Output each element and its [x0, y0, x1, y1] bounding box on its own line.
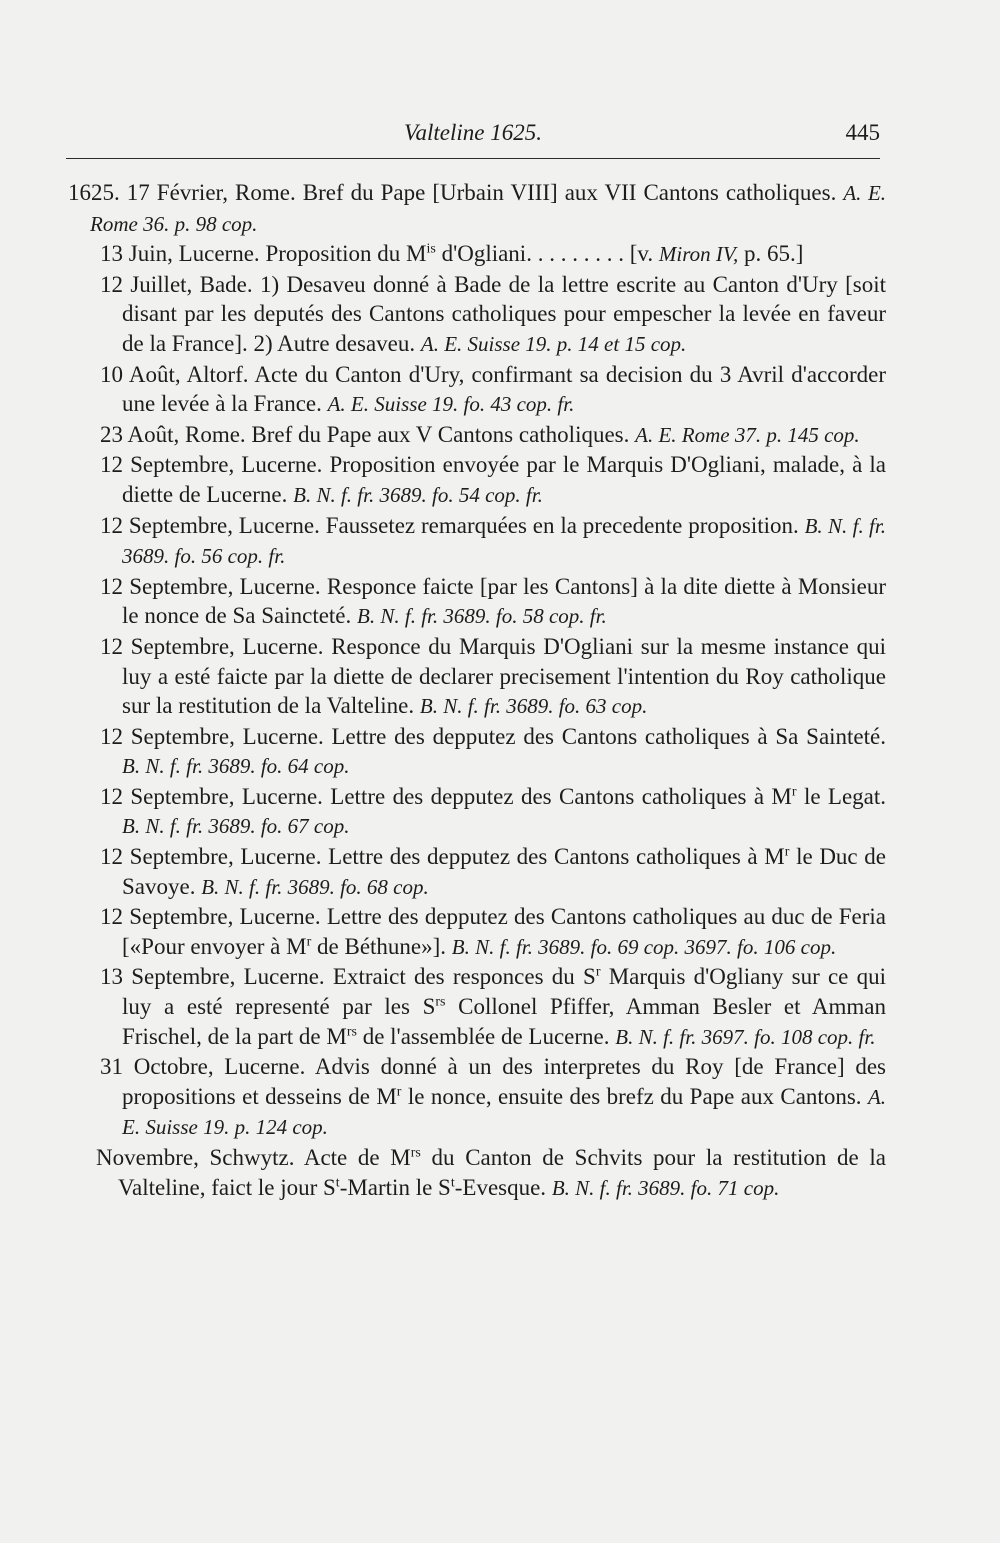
list-item — [68, 178, 886, 239]
entry-text: Lettre des depputez des Cantons catholiques au duc de Feria [«Pour envoyer à M — [122, 904, 887, 959]
superscript: r — [306, 934, 312, 950]
superscript: r — [396, 1084, 402, 1100]
entry-ref: A. E. Rome 36. p. 98 cop. — [90, 181, 887, 236]
superscript: r — [791, 784, 797, 800]
entry-text: d'Ogliani. . . . . . . . . [v. — [441, 241, 654, 267]
entry-head: 12 Juillet, Bade. — [100, 271, 253, 297]
entry-head: 17 Février, Rome. — [126, 180, 296, 205]
entry-text: Responce du Marquis D'Ogliani sur la mesme instance qui luy a esté faicte par la diette de declarer precisement l'intention du Roy catholique sur la restitution de la Valteline. — [122, 633, 887, 719]
entry-ref: B. N. f. fr. 3689. fo. 63 cop. — [419, 694, 648, 719]
entry-year: 1625. — [68, 180, 120, 205]
entry-ref: A. E. Suisse 19. p. 124 cop. — [122, 1084, 887, 1140]
entry-text: Responce faicte [par les Cantons] à la dite diette à Monsieur le nonce de Sa Sainctеté. — [122, 573, 887, 629]
list-item — [100, 270, 886, 360]
entry-ref: A. E. Rome 37. p. 145 cop. — [635, 422, 860, 447]
entry-text: Lettre des depputez des Cantons catholiques à M — [328, 844, 785, 870]
superscript: rs — [410, 1145, 421, 1161]
entry-ref: B. N. f. fr. 3689. fo. 69 cop. 3697. fo. 106 cop. — [451, 934, 837, 959]
entry-text: Proposition envoyée par le Marquis D'Ogliani, malade, à la diette de Lucerne. — [122, 452, 887, 507]
entry-text: de l'assemblée de Lucerne. — [362, 1023, 610, 1049]
entry-head: 12 Septembre, Lucerne. — [100, 844, 322, 870]
entry-head: 12 Septembre, Lucerne. — [100, 783, 323, 809]
list-item — [100, 450, 886, 510]
entry-ref: A. E. Suisse 19. fo. 43 cop. fr. — [327, 392, 575, 417]
entry-ref: A. E. Suisse 19. p. 14 et 15 cop. — [420, 331, 687, 356]
entry-text: Advis donné à un des interpretes du Roy [de France] des propositions et desseins de M — [122, 1054, 887, 1109]
list-item — [100, 360, 886, 420]
entry-head: 10 Août, Altorf. — [100, 361, 249, 387]
entry-text: le Legat. — [803, 783, 887, 809]
entry-text: Acte du Canton d'Ury, confirmant sa decision du 3 Avril d'accorder une levée à la France. — [122, 361, 887, 417]
entry-text: Faussetez remarquées en la precedente proposition. — [325, 512, 799, 538]
entry-text: Extraict des responces du S — [332, 964, 596, 990]
entry-text: le Duc de Savoye. — [122, 844, 887, 899]
header-rule — [66, 158, 880, 159]
list-item — [100, 842, 886, 902]
superscript: t — [450, 1174, 455, 1190]
list-item — [100, 782, 886, 842]
list-item — [100, 902, 886, 962]
entry-ref: B. N. f. fr. 3689. fo. 67 cop. — [122, 814, 350, 839]
list-item — [100, 511, 886, 572]
entry-text: Bref du Pape aux V Cantons catholiques. — [251, 421, 630, 447]
entry-ref: B. N. f. fr. 3689. fo. 54 cop. fr. — [293, 482, 543, 507]
entry-text: 1) Desaveu donné à Bade de la lettre escrite au Canton d'Ury [soit disant par les deputés des Cantons catholiques pour empescher la levée en faveur de la France]. 2) Autre desaveu. — [122, 271, 886, 356]
entry-head: 12 Septembre, Lucerne. — [100, 512, 320, 538]
entry-ref: B. N. f. fr. 3697. fo. 108 cop. fr. — [615, 1024, 876, 1049]
running-head — [66, 120, 880, 156]
entry-head: 13 Juin, Lucerne. — [100, 241, 260, 267]
running-title: Valteline 1625. — [404, 120, 542, 145]
entry-text: de Béthune»]. — [317, 933, 447, 959]
entry-ref: B. N. f. fr. 3689. fo. 58 cop. fr. — [357, 604, 607, 629]
superscript: t — [335, 1174, 340, 1190]
entry-head: Novembre, Schwytz. — [96, 1145, 295, 1170]
superscript: r — [784, 844, 790, 860]
page-number: 445 — [845, 120, 880, 145]
superscript: is — [426, 241, 436, 257]
entry-ref: B. N. f. fr. 3689. fo. 56 cop. fr. — [122, 513, 886, 569]
entry-head: 23 Août, Rome. — [100, 421, 246, 447]
list-item — [100, 1052, 886, 1143]
entry-text: Lettre des depputez des Cantons catholiques à M — [330, 783, 792, 809]
entry-text: Acte de M — [303, 1145, 411, 1170]
entry-head: 12 Septembre, Lucerne. — [100, 633, 324, 659]
entry-ref: B. N. f. fr. 3689. fo. 68 cop. — [201, 874, 429, 899]
entry-text: p. 65.] — [743, 241, 804, 267]
entry-text: -Evesque. — [454, 1174, 547, 1200]
entry-text: Bref du Pape [Urbain VIII] aux VII Cantons catholiques. — [302, 180, 837, 205]
entry-head: 12 Septembre, Lucerne. — [100, 904, 321, 930]
list-item — [100, 962, 886, 1052]
entry-ref: B. N. f. fr. 3689. fo. 71 cop. — [551, 1175, 780, 1200]
list-item — [96, 1143, 886, 1203]
entry-head: 31 Octobre, Lucerne. — [100, 1054, 306, 1080]
entry-text: le nonce, ensuite des brefz du Pape aux Cantons. — [407, 1083, 862, 1109]
entry-text: Marquis d'Ogliany sur ce qui luy a esté representé par les S — [122, 964, 887, 1020]
list-item — [100, 572, 886, 632]
entry-list — [68, 178, 887, 1203]
entry-head: 12 Septembre, Lucerne. — [100, 573, 321, 599]
entry-text: Collonel Pfiffer, Amman Besler et Amman Frischel, de la part de M — [122, 994, 886, 1049]
list-item — [100, 420, 886, 451]
list-item — [100, 632, 886, 722]
entry-text: Lettre des depputez des Cantons catholiques à Sa Saintеté. — [331, 723, 886, 749]
entry-ref: Miron IV, — [658, 242, 739, 267]
superscript: r — [595, 964, 601, 980]
entry-ref: B. N. f. fr. 3689. fo. 64 cop. — [122, 754, 350, 779]
list-item — [100, 722, 886, 782]
superscript: rs — [346, 1023, 357, 1039]
entry-head: 13 Septembre, Lucerne. — [100, 964, 325, 990]
entry-head: 12 Septembre, Lucerne. — [100, 452, 323, 478]
entry-text: -Martin le S — [339, 1174, 451, 1200]
superscript: rs — [435, 994, 446, 1010]
list-item — [100, 239, 886, 270]
entry-head: 12 Septembre, Lucerne. — [100, 723, 324, 749]
entry-text: du Canton de Schvits pour la restitution de la Valteline, faict le jour S — [118, 1145, 887, 1200]
entry-text: Proposition du M — [265, 241, 427, 267]
